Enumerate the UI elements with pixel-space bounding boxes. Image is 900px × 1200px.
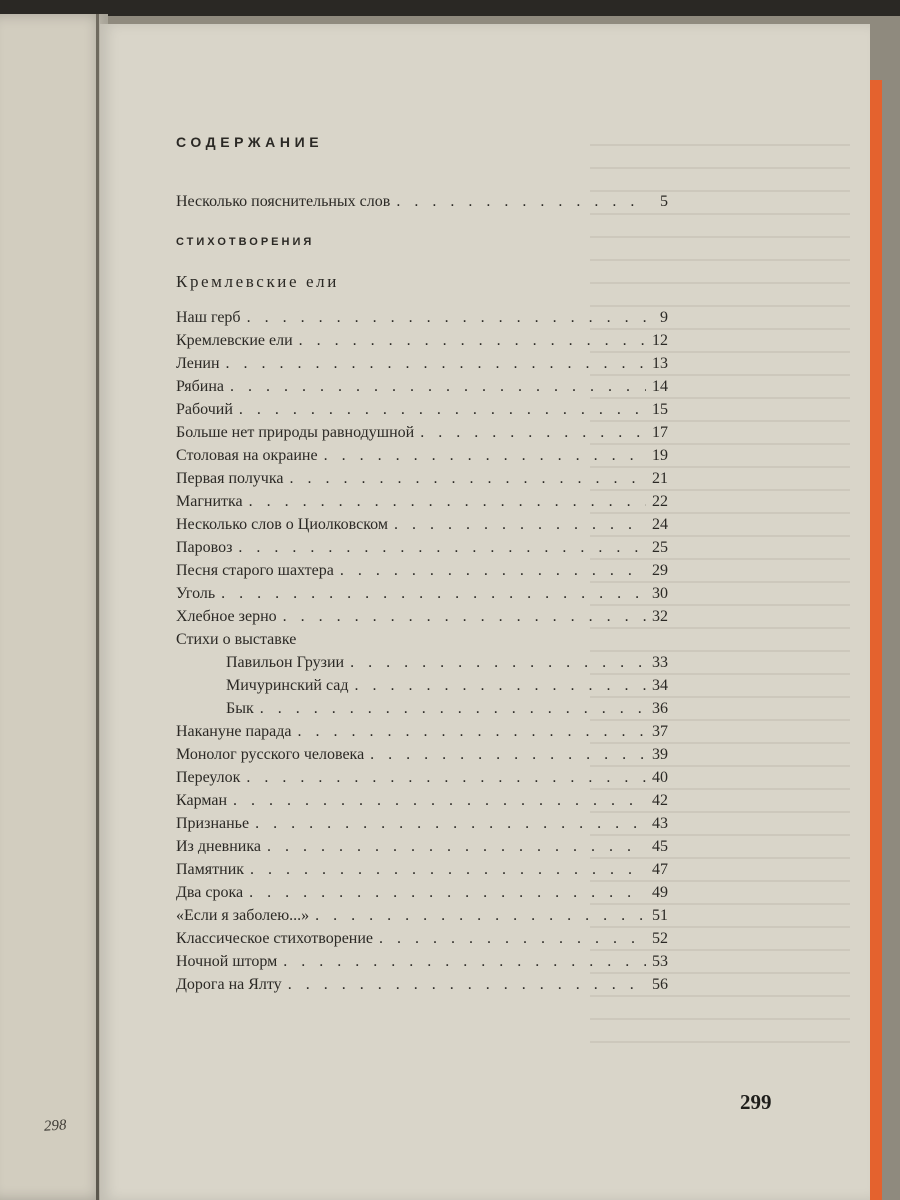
toc-entry — [176, 674, 668, 697]
entry-title: Паровоз — [176, 539, 233, 556]
toc-entry — [176, 743, 668, 766]
dot-leader — [233, 398, 646, 421]
dot-leader — [282, 973, 646, 996]
toc-entry — [176, 766, 668, 789]
left-page-number: 298 — [43, 1117, 67, 1135]
toc-entry — [176, 582, 668, 605]
entry-title: Карман — [176, 792, 227, 809]
background-top — [0, 0, 900, 16]
entry-page: 17 — [652, 424, 668, 441]
toc-entry — [176, 467, 668, 490]
entry-page: 36 — [652, 700, 668, 717]
contents-heading: СОДЕРЖАНИЕ — [176, 134, 324, 150]
entry-page: 52 — [652, 930, 668, 947]
dot-leader — [240, 766, 646, 789]
entry-title: Накануне парада — [176, 723, 292, 740]
toc-entry — [176, 904, 668, 927]
poems-subheading: СТИХОТВОРЕНИЯ — [176, 236, 315, 248]
toc-entry — [176, 651, 668, 674]
entry-title: Классическое стихотворение — [176, 930, 374, 947]
dot-leader — [243, 490, 646, 513]
entry-page: 37 — [652, 723, 668, 740]
entry-title: Бык — [226, 700, 254, 717]
toc-entry — [176, 697, 668, 720]
intro-entry — [176, 190, 668, 213]
entry-page: 19 — [652, 447, 668, 464]
entry-title: Ночной шторм — [176, 953, 278, 970]
toc-entry — [176, 973, 668, 996]
entry-page: 5 — [660, 193, 668, 210]
dot-leader — [224, 375, 646, 398]
dot-leader — [220, 352, 646, 375]
entry-title: Хлебное зерно — [176, 608, 277, 625]
entry-page: 29 — [652, 562, 668, 579]
toc-entry — [176, 858, 668, 881]
contents-page — [100, 24, 870, 1200]
section-title: Кремлевские ели — [176, 272, 339, 291]
entry-title: Переулок — [176, 769, 241, 786]
toc-entry — [176, 835, 668, 858]
entry-title: Рабочий — [176, 401, 233, 418]
toc-entry — [176, 927, 668, 950]
toc-entry — [176, 352, 668, 375]
toc-entry — [176, 950, 668, 973]
toc-entry — [176, 720, 668, 743]
entry-page: 21 — [652, 470, 668, 487]
entry-page: 13 — [652, 355, 668, 372]
toc-entry — [176, 559, 668, 582]
toc-entry — [176, 421, 668, 444]
entry-page: 53 — [652, 953, 668, 970]
page-number: 299 — [740, 1090, 772, 1114]
cover-edge — [868, 80, 882, 1200]
dot-leader — [344, 651, 646, 674]
dot-leader — [243, 881, 646, 904]
entry-page: 56 — [652, 976, 668, 993]
entry-page: 42 — [652, 792, 668, 809]
entry-page: 22 — [652, 493, 668, 510]
entry-title: Больше нет природы равнодушной — [176, 424, 415, 441]
entry-page: 49 — [652, 884, 668, 901]
dot-leader — [373, 927, 646, 950]
entry-page: 12 — [652, 332, 668, 349]
entry-page: 39 — [652, 746, 668, 763]
entry-page: 9 — [660, 309, 668, 326]
dot-leader — [292, 720, 646, 743]
dot-leader — [261, 835, 646, 858]
entry-page: 43 — [652, 815, 668, 832]
entry-page: 51 — [652, 907, 668, 924]
toc-entry — [176, 329, 668, 352]
toc-entry — [176, 628, 668, 651]
entry-title: Из дневника — [176, 838, 261, 855]
toc-entry — [176, 513, 668, 536]
entry-page: 30 — [652, 585, 668, 602]
entry-title: Памятник — [176, 861, 245, 878]
entry-title: Павильон Грузии — [226, 654, 345, 671]
toc-entry — [176, 375, 668, 398]
entry-title: Уголь — [176, 585, 216, 602]
toc-entry — [176, 536, 668, 559]
dot-leader — [277, 605, 646, 628]
entry-title: «Если я заболею...» — [176, 907, 310, 924]
toc-entry — [176, 306, 668, 329]
entry-page: 33 — [652, 654, 668, 671]
entry-page: 45 — [652, 838, 668, 855]
dot-leader — [244, 858, 646, 881]
dot-leader — [349, 674, 647, 697]
toc-entry — [176, 490, 668, 513]
dot-leader — [388, 513, 646, 536]
entry-title: Дорога на Ялту — [176, 976, 282, 993]
dot-leader — [215, 582, 646, 605]
entry-title: Магнитка — [176, 493, 243, 510]
dot-leader — [364, 743, 646, 766]
entry-title: Несколько пояснительных слов — [176, 193, 391, 210]
dot-leader — [232, 536, 646, 559]
entry-title: Столовая на окраине — [176, 447, 318, 464]
entry-title: Наш герб — [176, 309, 241, 326]
entry-title: Два срока — [176, 884, 244, 901]
entry-title: Признанье — [176, 815, 250, 832]
entry-page: 24 — [652, 516, 668, 533]
toc-entry — [176, 789, 668, 812]
entry-page: 25 — [652, 539, 668, 556]
entry-page: 47 — [652, 861, 668, 878]
entry-title: Ленин — [176, 355, 220, 372]
dot-leader — [227, 789, 646, 812]
dot-leader — [254, 697, 646, 720]
entry-title: Стихи о выставке — [176, 631, 297, 648]
entry-page: 32 — [652, 608, 668, 625]
dot-leader — [241, 306, 646, 329]
book-gutter — [96, 14, 99, 1200]
entry-title: Первая получка — [176, 470, 284, 487]
dot-leader — [249, 812, 646, 835]
dot-leader — [334, 559, 646, 582]
toc-entry — [176, 881, 668, 904]
entry-title: Мичуринский сад — [226, 677, 349, 694]
entry-page: 34 — [652, 677, 668, 694]
toc-entry — [176, 812, 668, 835]
entry-page: 14 — [652, 378, 668, 395]
dot-leader — [309, 904, 646, 927]
entry-page: 15 — [652, 401, 668, 418]
dot-leader — [277, 950, 646, 973]
entry-title: Рябина — [176, 378, 225, 395]
dot-leader — [390, 190, 646, 213]
toc-entry — [176, 605, 668, 628]
entry-page: 40 — [652, 769, 668, 786]
toc-entry — [176, 398, 668, 421]
entry-title: Песня старого шахтера — [176, 562, 334, 579]
dot-leader — [283, 467, 646, 490]
dot-leader — [293, 329, 646, 352]
entry-title: Кремлевские ели — [176, 332, 293, 349]
toc-entry — [176, 444, 668, 467]
left-page — [0, 14, 108, 1200]
dot-leader — [414, 421, 646, 444]
entry-title: Несколько слов о Циолковском — [176, 516, 388, 533]
dot-leader — [318, 444, 646, 467]
entry-title: Монолог русского человека — [176, 746, 365, 763]
